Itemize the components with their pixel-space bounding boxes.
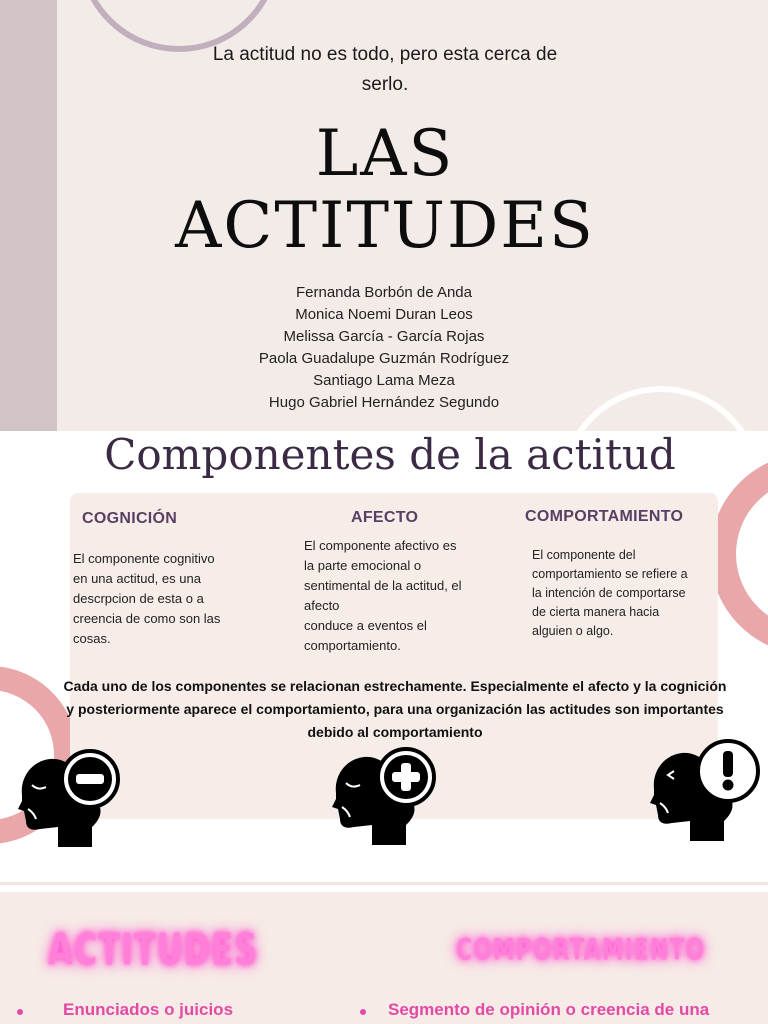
- head-plus-icon: [332, 743, 442, 853]
- cover-quote: La actitud no es todo, pero esta cerca de serlo.: [212, 44, 558, 95]
- text-line: El componente cognitivo: [73, 551, 215, 566]
- text-line: descrpcion de esta o a: [73, 591, 204, 606]
- text-line: sentimental de la actitud, el: [304, 578, 462, 593]
- comportamiento-neon-heading: COMPORTAMIENTO: [456, 934, 706, 968]
- afecto-text: [304, 536, 504, 656]
- comportamiento-heading: COMPORTAMIENTO: [525, 508, 684, 525]
- head-minus-icon: [18, 745, 128, 855]
- text-line: cosas.: [73, 631, 111, 646]
- cognicion-text: [73, 549, 273, 649]
- text-line: El componente afectivo es: [304, 538, 457, 553]
- authors-list: [200, 282, 568, 414]
- cover-title: [120, 118, 650, 262]
- divider-line: [0, 882, 768, 885]
- components-title: Componentes de la actitud: [104, 431, 676, 479]
- title-line-1: LAS: [315, 117, 455, 191]
- author-name: Monica Noemi Duran Leos: [295, 306, 473, 323]
- text-line: la intención de comportarse: [532, 586, 686, 600]
- afecto-heading: AFECTO: [351, 509, 419, 526]
- text-line: afecto: [304, 598, 340, 613]
- author-name: Fernanda Borbón de Anda: [296, 284, 472, 301]
- text-line: conduce a eventos el: [304, 618, 427, 633]
- comportamiento-text: [532, 546, 712, 641]
- text-line: creencia de como son las: [73, 611, 221, 626]
- cognicion-heading: COGNICIÓN: [82, 510, 178, 527]
- ring-decoration-white: [560, 386, 762, 431]
- title-line-2: ACTITUDES: [175, 189, 595, 263]
- sidebar-decoration: [0, 0, 57, 431]
- left-bullet-text: Enunciados o juicios: [63, 1000, 234, 1019]
- head-exclamation-icon: [650, 739, 760, 849]
- author-name: Paola Guadalupe Guzmán Rodríguez: [258, 350, 510, 367]
- right-bullet-text: Segmento de opinión o creencia de una: [388, 1000, 710, 1019]
- cover-section: [0, 0, 768, 431]
- text-line: El componente del: [532, 548, 636, 562]
- bullet-dot: [360, 1009, 366, 1015]
- bullet-dot: [17, 1009, 23, 1015]
- author-name: Hugo Gabriel Hernández Segundo: [268, 394, 500, 411]
- components-summary: Cada uno de los componentes se relacionan estrechamente. Especialmente el afecto y la cognición y posteriormente aparece el comportamiento, para una organización las actitudes son importantes debido al comportamiento: [63, 678, 727, 740]
- text-line: alguien o algo.: [532, 624, 614, 638]
- author-name: Santiago Lama Meza: [313, 372, 455, 389]
- author-name: Melissa García - García Rojas: [283, 328, 485, 345]
- section-divider: [0, 862, 768, 892]
- text-line: en una actitud, es una: [73, 571, 201, 586]
- actitudes-neon-heading: ACTITUDES: [48, 924, 259, 976]
- text-line: comportamiento se refiere a: [532, 567, 688, 581]
- text-line: de cierta manera hacia: [532, 605, 660, 619]
- components-section: [0, 431, 768, 862]
- bottom-section: [0, 892, 768, 1024]
- text-line: la parte emocional o: [304, 558, 422, 573]
- text-line: comportamiento.: [304, 638, 401, 653]
